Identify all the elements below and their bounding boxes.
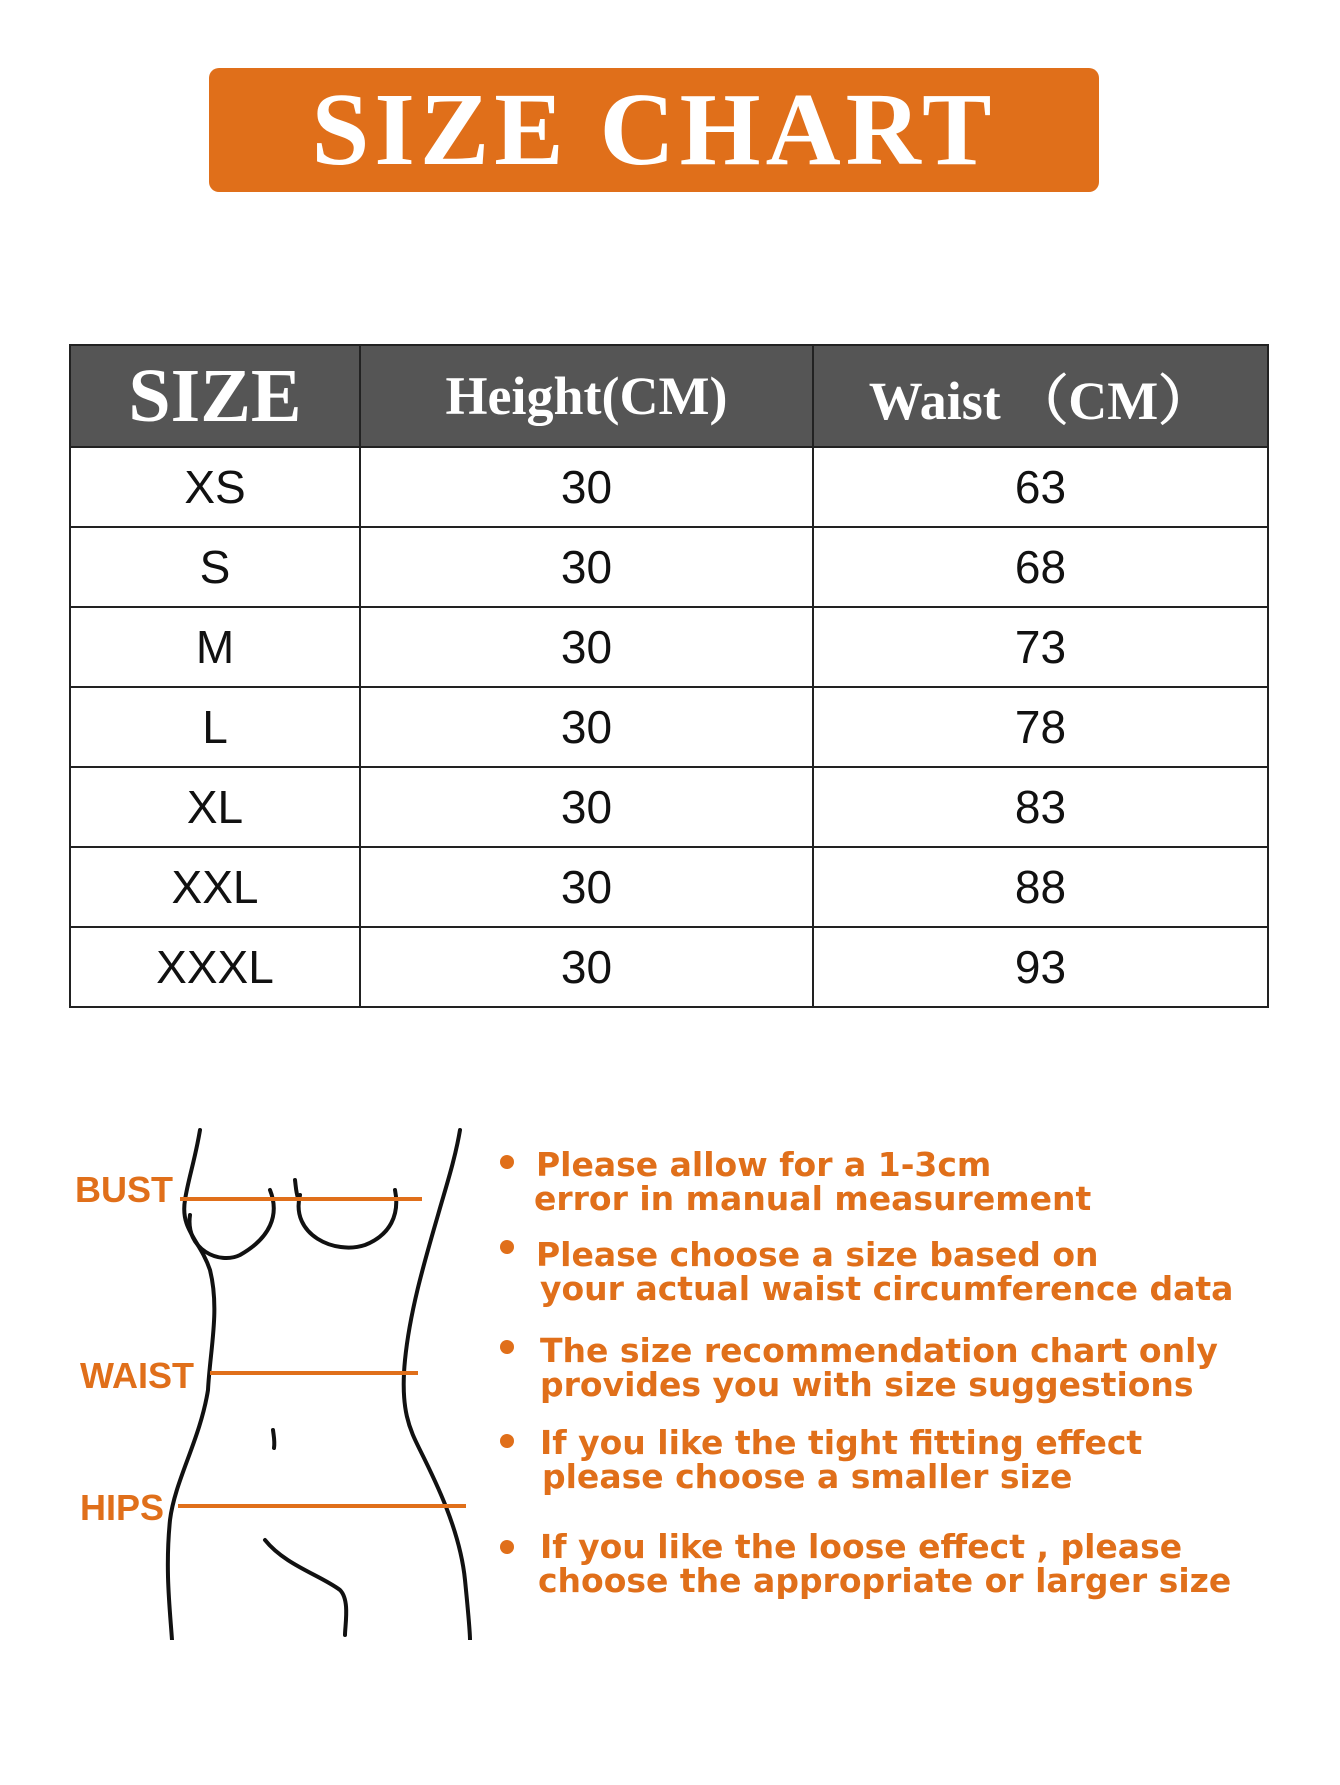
table-row	[70, 687, 1268, 767]
bullet-dot-icon	[500, 1340, 514, 1354]
hips-label: HIPS	[80, 1487, 165, 1528]
cell-size: XXXL	[70, 927, 360, 1007]
cell-waist: 83	[813, 767, 1268, 847]
cell-size: XL	[70, 767, 360, 847]
waist-label: WAIST	[80, 1355, 194, 1396]
tip-item: The size recommendation chart only provides you with size suggestions	[540, 1331, 1218, 1404]
cell-size: XXL	[70, 847, 360, 927]
cell-waist: 78	[813, 687, 1268, 767]
bullet-dot-icon	[500, 1240, 514, 1254]
table-row	[70, 527, 1268, 607]
tip-item: If you like the tight fitting effect please choose a smaller size	[540, 1423, 1143, 1496]
tip-item: Please allow for a 1-3cm error in manual measurement	[534, 1145, 1092, 1218]
bust-label: BUST	[75, 1169, 173, 1210]
size-table	[69, 344, 1269, 1008]
table-row	[70, 927, 1268, 1007]
bullet-dot-icon	[500, 1540, 514, 1554]
cell-waist: 73	[813, 607, 1268, 687]
cell-height: 30	[360, 847, 813, 927]
cell-size: M	[70, 607, 360, 687]
cell-size: XS	[70, 447, 360, 527]
cell-height: 30	[360, 607, 813, 687]
cell-height: 30	[360, 447, 813, 527]
title-banner	[209, 68, 1099, 192]
tip-item: If you like the loose effect , please choose the appropriate or larger size	[538, 1527, 1232, 1600]
cell-waist: 88	[813, 847, 1268, 927]
table-row	[70, 447, 1268, 527]
cell-size: L	[70, 687, 360, 767]
header-size: SIZE	[70, 345, 360, 447]
bullet-dot-icon	[500, 1434, 514, 1448]
cell-height: 30	[360, 527, 813, 607]
cell-waist: 68	[813, 527, 1268, 607]
header-waist: Waist （CM）	[813, 345, 1268, 447]
cell-size: S	[70, 527, 360, 607]
cell-height: 30	[360, 767, 813, 847]
cell-height: 30	[360, 927, 813, 1007]
header-height: Height(CM)	[360, 345, 813, 447]
cell-height: 30	[360, 687, 813, 767]
cell-waist: 63	[813, 447, 1268, 527]
bullet-dot-icon	[500, 1155, 514, 1169]
table-row	[70, 607, 1268, 687]
page-title: SIZE CHART	[311, 72, 997, 187]
table-row	[70, 767, 1268, 847]
cell-waist: 93	[813, 927, 1268, 1007]
table-row	[70, 847, 1268, 927]
table-header-row	[70, 345, 1268, 447]
tip-item: Please choose a size based on your actual waist circumference data	[536, 1235, 1234, 1308]
